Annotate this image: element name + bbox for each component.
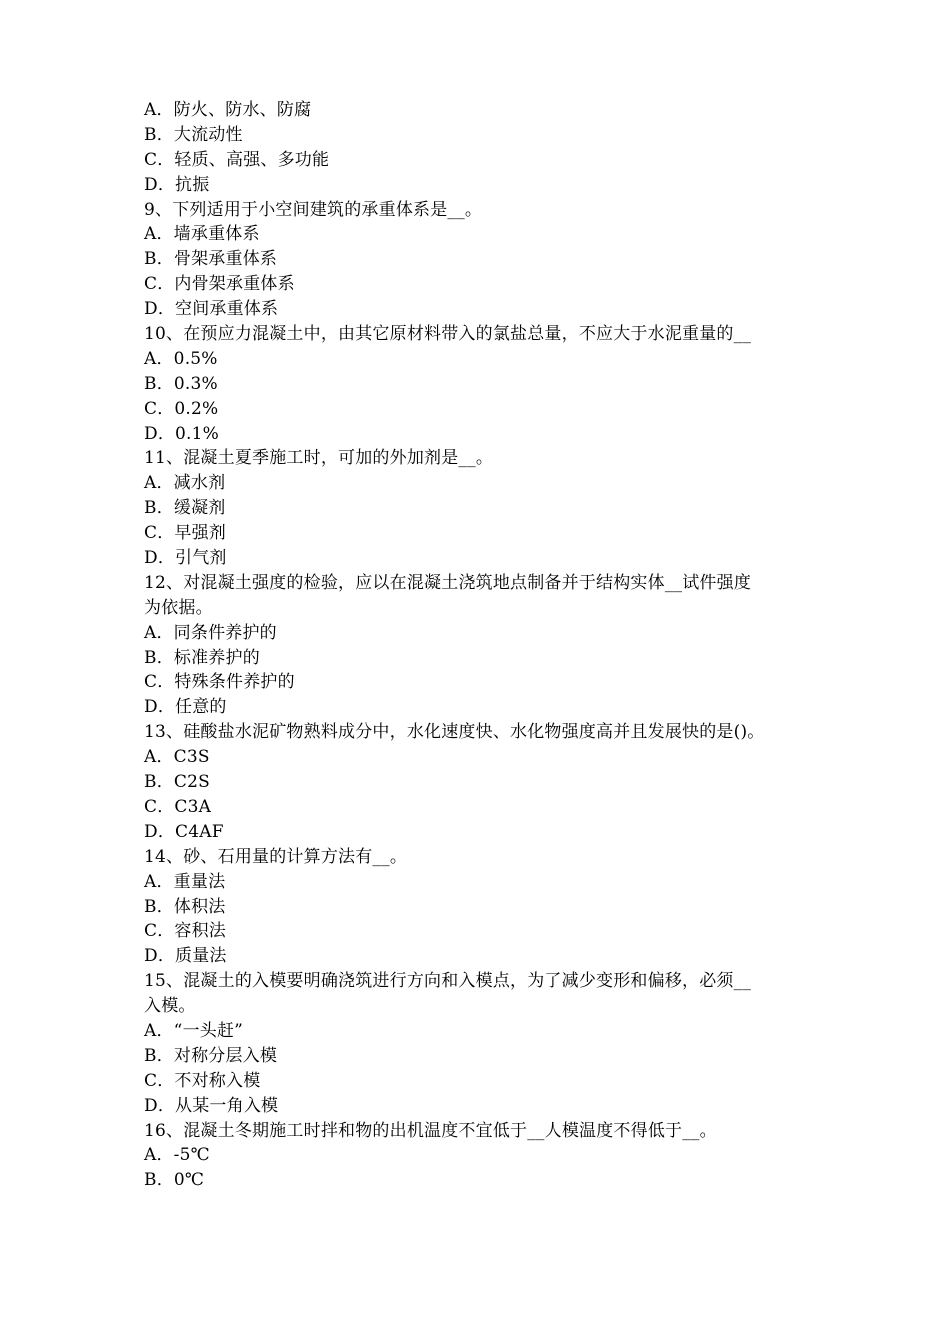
option-line: B．标准养护的 [144,647,260,668]
option-line: B．体积法 [144,896,226,917]
question-text-block [144,98,814,1193]
option-line: D．C4AF [144,821,224,842]
option-line: A．-5℃ [144,1145,210,1166]
option-line: B．0℃ [144,1170,205,1191]
option-line: B．大流动性 [144,124,243,145]
option-line: D．空间承重体系 [144,299,279,320]
option-line: A．C3S [144,747,210,768]
option-line: C．内骨架承重体系 [144,274,295,295]
question-line: 14、砂、石用量的计算方法有__。 [144,846,408,867]
option-line: D．0.1% [144,423,220,444]
option-line: D．任意的 [144,697,227,718]
option-line: D．从某一角入模 [144,1095,279,1116]
question-line: 12、对混凝土强度的检验，应以在混凝土浇筑地点制备并于结构实体__试件强度 [144,572,752,593]
option-line: D．质量法 [144,946,227,967]
option-line: A．“一头赶” [144,1020,244,1041]
option-line: B．0.3% [144,373,218,394]
option-line: A．0.5% [144,348,218,369]
option-line: D．抗振 [144,174,210,195]
question-line: 为依据。 [144,597,213,618]
option-line: B．骨架承重体系 [144,249,278,270]
question-line: 9、下列适用于小空间建筑的承重体系是__。 [144,199,483,220]
option-line: D．引气剂 [144,548,227,569]
option-line: C．不对称入模 [144,1070,261,1091]
option-line: C．容积法 [144,921,227,942]
question-line: 15、混凝土的入模要明确浇筑进行方向和入模点，为了减少变形和偏移，必须__ [144,971,752,992]
option-line: C．C3A [144,796,212,817]
option-line: A．同条件养护的 [144,622,277,643]
option-line: C．特殊条件养护的 [144,672,295,693]
option-line: C．早强剂 [144,523,227,544]
option-line: A．防火、防水、防腐 [144,100,312,120]
question-line: 11、混凝土夏季施工时，可加的外加剂是__。 [144,448,494,469]
option-line: A．重量法 [144,871,226,892]
option-line: B．C2S [144,772,210,793]
option-line: C．轻质、高强、多功能 [144,149,330,170]
option-line: C．0.2% [144,398,219,419]
question-line: 10、在预应力混凝土中，由其它原材料带入的氯盐总量，不应大于水泥重量的__ [144,324,752,345]
option-line: A．减水剂 [144,473,226,494]
question-line: 入模。 [144,996,196,1017]
option-line: A．墙承重体系 [144,224,260,245]
question-line: 16、混凝土冬期施工时拌和物的出机温度不宜低于__人模温度不得低于__。 [144,1120,717,1141]
option-line: B．对称分层入模 [144,1045,278,1066]
option-line: B．缓凝剂 [144,498,226,519]
question-line: 13、硅酸盐水泥矿物熟料成分中，水化速度快、水化物强度高并且发展快的是()。 [144,722,765,743]
